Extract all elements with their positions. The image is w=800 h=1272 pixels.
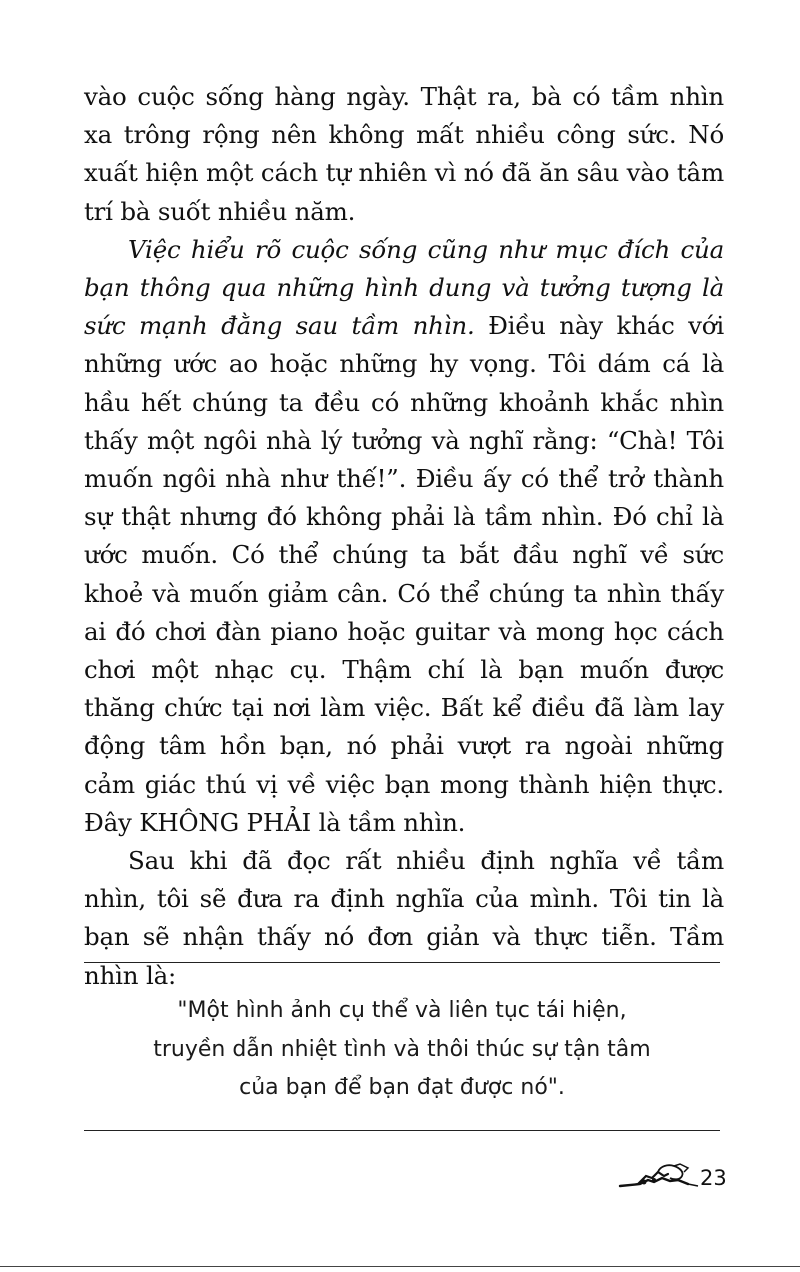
paragraph <box>84 78 724 231</box>
paragraph-text: Điều này khác với những ước ao hoặc những hy vọng. Tôi dám cá là hầu hết chúng ta đều có những khoảnh khắc nhìn thấy một ngôi nhà lý tưởng và nghĩ rằng: “Chà! Tôi muốn ngôi nhà như thế!”. Điều ấy có thể trở thành sự thật nhưng đó không phải là tầm nhìn. Đó chỉ là ước muốn. Có thể chúng ta bắt đầu nghĩ về sức khoẻ và muốn giảm cân. Có thể chúng ta nhìn thấy ai đó chơi đàn piano hoặc guitar và mong học cách chơi một nhạc cụ. Thậm chí là bạn muốn được thăng chức tại nơi làm việc. Bất kể điều đã làm lay động tâm hồn bạn, nó phải vượt ra ngoài những cảm giác thú vị về việc bạn mong thành hiện thực. Đây KHÔNG PHẢI là tầm nhìn. <box>84 311 724 837</box>
paragraph <box>84 231 724 842</box>
quote-top-divider <box>84 962 720 963</box>
definition-quote <box>84 992 720 1108</box>
quote-line: truyền dẫn nhiệt tình và thôi thúc sự tận tâm <box>153 1036 651 1062</box>
quote-line: "Một hình ảnh cụ thể và liên tục tái hiện, <box>177 998 627 1023</box>
quote-line: của bạn để bạn đạt được nó". <box>239 1075 565 1100</box>
paragraph-text: Sau khi đã đọc rất nhiều định nghĩa về tầm nhìn, tôi sẽ đưa ra định nghĩa của mình. Tôi tin là bạn sẽ nhận thấy nó đơn giản và thực tiễn. Tầm nhìn là: <box>84 846 724 990</box>
italic-emphasis: Việc hiểu rõ cuộc sống cũng như mục đích của bạn thông qua những hình dung và tưởng tượng là sức mạnh đằng sau tầm nhìn. <box>84 234 724 341</box>
body-text <box>84 78 724 995</box>
paragraph <box>84 842 724 995</box>
paragraph-text: vào cuộc sống hàng ngày. Thật ra, bà có tầm nhìn xa trông rộng nên không mất nhiều công sức. Nó xuất hiện một cách tự nhiên vì nó đã ăn sâu vào tâm trí bà suốt nhiều năm. <box>84 82 724 226</box>
page-footer <box>600 1160 730 1196</box>
page-edge <box>0 1266 800 1267</box>
reading-figure-icon <box>618 1162 702 1192</box>
quote-bottom-divider <box>84 1130 720 1131</box>
page-number: 23 <box>700 1166 727 1190</box>
